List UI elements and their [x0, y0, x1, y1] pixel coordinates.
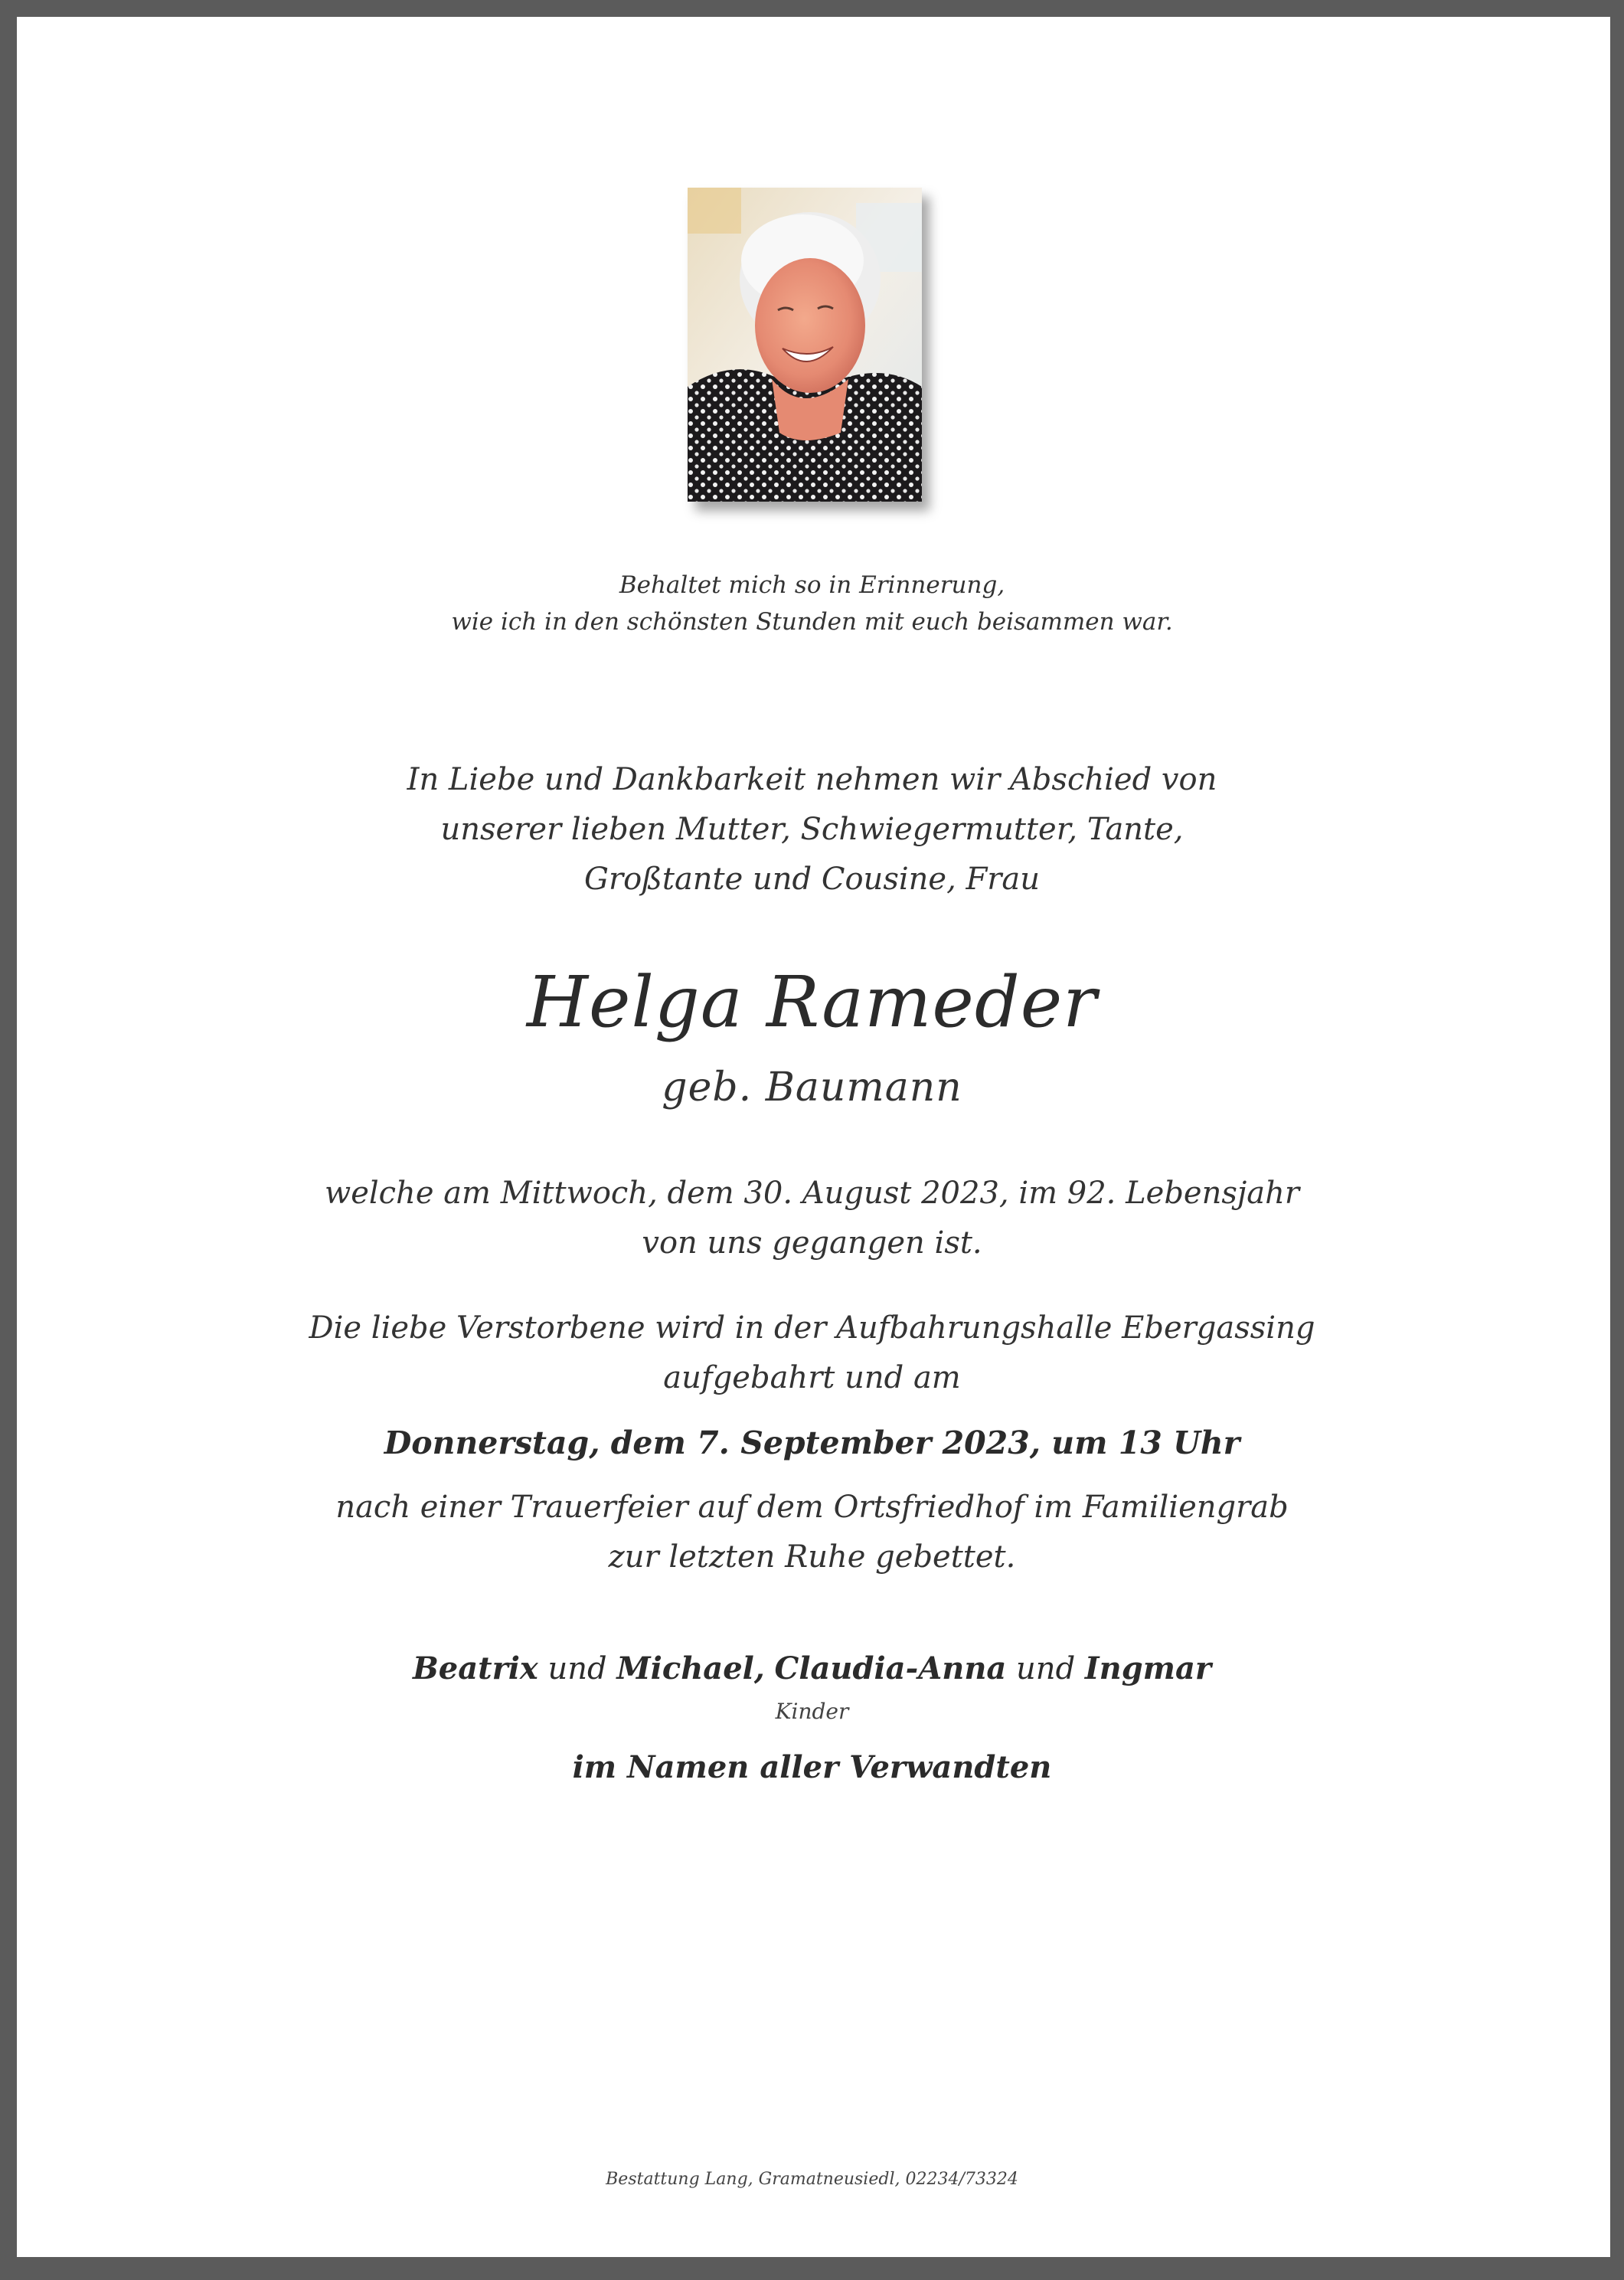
mourner-name-2: Michael,	[616, 1650, 765, 1686]
maiden-name: geb. Baumann	[662, 1065, 962, 1111]
mourner-and-1: und	[547, 1651, 607, 1686]
death-notice-line-1: welche am Mittwoch, dem 30. August 2023, im 92. Lebensjahr	[324, 1176, 1300, 1211]
funeral-line-2: aufgebahrt und am	[663, 1360, 961, 1395]
mourner-name-4: Ingmar	[1084, 1650, 1211, 1686]
mourners-role: Kinder	[775, 1699, 849, 1724]
funeral-date-time: Donnerstag, dem 7. September 2023, um 13 Uhr	[384, 1425, 1240, 1461]
quote-line-2: wie ich in den schönsten Stunden mit euch beisammen war.	[451, 608, 1173, 636]
quote-line-1: Behaltet mich so in Erinnerung,	[619, 571, 1005, 599]
mourner-name-1: Beatrix	[413, 1650, 538, 1686]
intro-line-2: unserer lieben Mutter, Schwiegermutter, Tante,	[440, 812, 1184, 847]
relatives-line: im Namen aller Verwandten	[572, 1749, 1052, 1785]
mourner-and-2: und	[1016, 1651, 1076, 1686]
funeral-line-3: nach einer Trauerfeier auf dem Ortsfriedhof im Familiengrab	[335, 1490, 1289, 1525]
undertaker-footer: Bestattung Lang, Gramatneusiedl, 02234/73324	[606, 2170, 1018, 2189]
mourner-name-3: Claudia-Anna	[774, 1650, 1007, 1686]
funeral-line-1: Die liebe Verstorbene wird in der Aufbahrungshalle Ebergassing	[309, 1310, 1315, 1346]
funeral-line-4: zur letzten Ruhe gebettet.	[608, 1539, 1016, 1575]
death-notice-line-2: von uns gegangen ist.	[642, 1225, 982, 1261]
intro-line-3: Großtante und Cousine, Frau	[584, 862, 1040, 897]
intro-line-1: In Liebe und Dankbarkeit nehmen wir Abschied von	[407, 762, 1217, 797]
mourners-names	[0, 1650, 1624, 1686]
portrait-photo	[688, 188, 922, 502]
deceased-name: Helga Rameder	[526, 961, 1098, 1043]
